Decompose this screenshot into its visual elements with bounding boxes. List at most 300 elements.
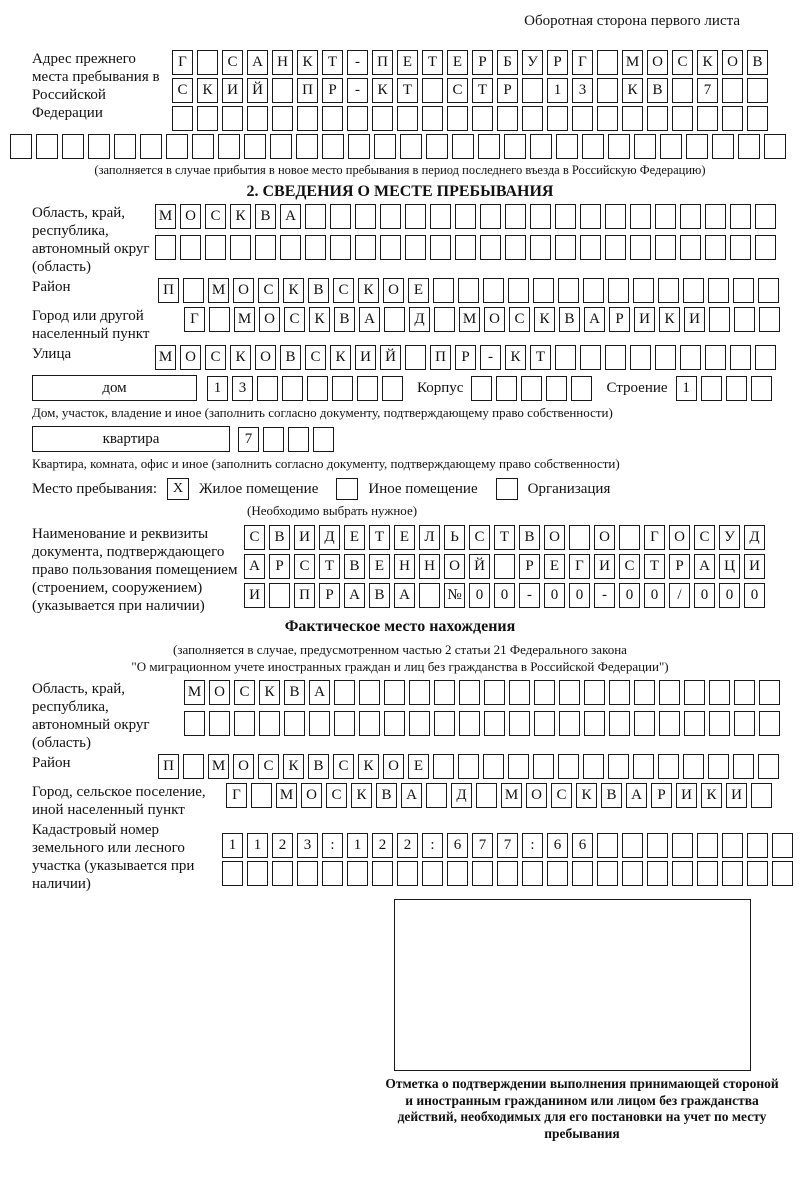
char-cell[interactable]	[307, 376, 328, 401]
char-cell[interactable]	[508, 754, 529, 779]
char-cell[interactable]: Т	[319, 554, 340, 579]
char-cell[interactable]: -	[594, 583, 615, 608]
char-cell[interactable]: Д	[744, 525, 765, 550]
char-cell[interactable]	[430, 235, 451, 260]
char-cell[interactable]: К	[283, 754, 304, 779]
char-cell[interactable]: М	[208, 278, 229, 303]
char-cell[interactable]	[433, 278, 454, 303]
char-cell[interactable]	[758, 278, 779, 303]
char-cell[interactable]: У	[719, 525, 740, 550]
char-cell[interactable]: Р	[609, 307, 630, 332]
char-cell[interactable]: О	[233, 278, 254, 303]
char-cell[interactable]: К	[372, 78, 393, 103]
char-cell[interactable]	[330, 204, 351, 229]
char-cell[interactable]	[197, 50, 218, 75]
char-cell[interactable]	[255, 235, 276, 260]
char-cell[interactable]	[659, 680, 680, 705]
char-cell[interactable]: 0	[619, 583, 640, 608]
char-cell[interactable]: Т	[369, 525, 390, 550]
char-cell[interactable]	[584, 680, 605, 705]
char-cell[interactable]	[634, 680, 655, 705]
char-cell[interactable]	[634, 134, 656, 159]
char-cell[interactable]	[680, 235, 701, 260]
char-cell[interactable]: П	[430, 345, 451, 370]
char-cell[interactable]	[759, 680, 780, 705]
char-cell[interactable]: К	[358, 754, 379, 779]
char-cell[interactable]: О	[259, 307, 280, 332]
char-cell[interactable]	[609, 680, 630, 705]
char-cell[interactable]	[572, 861, 593, 886]
char-cell[interactable]: Р	[319, 583, 340, 608]
char-cell[interactable]	[733, 278, 754, 303]
char-cell[interactable]	[434, 307, 455, 332]
char-cell[interactable]	[484, 711, 505, 736]
char-cell[interactable]: 1	[547, 78, 568, 103]
char-cell[interactable]	[272, 106, 293, 131]
char-cell[interactable]	[660, 134, 682, 159]
char-cell[interactable]: Р	[547, 50, 568, 75]
char-cell[interactable]: В	[269, 525, 290, 550]
char-cell[interactable]	[496, 376, 517, 401]
char-cell[interactable]	[355, 235, 376, 260]
char-cell[interactable]: К	[309, 307, 330, 332]
char-cell[interactable]: И	[355, 345, 376, 370]
char-cell[interactable]: 0	[694, 583, 715, 608]
char-cell[interactable]: С	[258, 754, 279, 779]
checkbox-residential[interactable]: X	[167, 478, 189, 500]
char-cell[interactable]	[655, 235, 676, 260]
char-cell[interactable]: И	[744, 554, 765, 579]
char-cell[interactable]: К	[622, 78, 643, 103]
char-cell[interactable]: С	[469, 525, 490, 550]
char-cell[interactable]	[297, 106, 318, 131]
char-cell[interactable]	[608, 278, 629, 303]
char-cell[interactable]: И	[594, 554, 615, 579]
char-cell[interactable]	[382, 376, 403, 401]
char-cell[interactable]	[297, 861, 318, 886]
char-cell[interactable]: 6	[447, 833, 468, 858]
char-cell[interactable]	[605, 235, 626, 260]
char-cell[interactable]: С	[326, 783, 347, 808]
char-cell[interactable]: 1	[676, 376, 697, 401]
char-cell[interactable]	[633, 278, 654, 303]
char-cell[interactable]: О	[180, 345, 201, 370]
char-cell[interactable]: -	[480, 345, 501, 370]
char-cell[interactable]: 1	[207, 376, 228, 401]
char-cell[interactable]	[397, 106, 418, 131]
char-cell[interactable]: В	[519, 525, 540, 550]
char-cell[interactable]	[555, 204, 576, 229]
char-cell[interactable]: К	[297, 50, 318, 75]
char-cell[interactable]: И	[684, 307, 705, 332]
char-cell[interactable]	[422, 861, 443, 886]
char-cell[interactable]	[705, 345, 726, 370]
char-cell[interactable]: Е	[408, 278, 429, 303]
char-cell[interactable]	[476, 783, 497, 808]
char-cell[interactable]	[480, 235, 501, 260]
char-cell[interactable]	[230, 235, 251, 260]
char-cell[interactable]	[684, 680, 705, 705]
char-cell[interactable]	[455, 204, 476, 229]
char-cell[interactable]: К	[259, 680, 280, 705]
char-cell[interactable]: 2	[272, 833, 293, 858]
char-cell[interactable]: А	[247, 50, 268, 75]
char-cell[interactable]	[247, 106, 268, 131]
char-cell[interactable]: 6	[572, 833, 593, 858]
char-cell[interactable]	[747, 106, 768, 131]
char-cell[interactable]	[580, 204, 601, 229]
char-cell[interactable]	[521, 376, 542, 401]
char-cell[interactable]: М	[155, 204, 176, 229]
char-cell[interactable]: Ц	[719, 554, 740, 579]
char-cell[interactable]	[166, 134, 188, 159]
char-cell[interactable]	[556, 134, 578, 159]
char-cell[interactable]: О	[233, 754, 254, 779]
char-cell[interactable]	[708, 754, 729, 779]
char-cell[interactable]: О	[444, 554, 465, 579]
char-cell[interactable]	[647, 833, 668, 858]
char-cell[interactable]: К	[505, 345, 526, 370]
char-cell[interactable]: Д	[319, 525, 340, 550]
char-cell[interactable]	[505, 204, 526, 229]
char-cell[interactable]	[509, 711, 530, 736]
char-cell[interactable]	[755, 345, 776, 370]
char-cell[interactable]: С	[672, 50, 693, 75]
char-cell[interactable]	[597, 106, 618, 131]
char-cell[interactable]: И	[726, 783, 747, 808]
char-cell[interactable]	[733, 754, 754, 779]
char-cell[interactable]	[359, 711, 380, 736]
char-cell[interactable]	[634, 711, 655, 736]
char-cell[interactable]: Е	[544, 554, 565, 579]
char-cell[interactable]: 3	[232, 376, 253, 401]
char-cell[interactable]	[659, 711, 680, 736]
char-cell[interactable]	[197, 106, 218, 131]
char-cell[interactable]	[530, 235, 551, 260]
char-cell[interactable]: М	[501, 783, 522, 808]
char-cell[interactable]	[452, 134, 474, 159]
char-cell[interactable]	[247, 861, 268, 886]
char-cell[interactable]: А	[280, 204, 301, 229]
char-cell[interactable]	[422, 106, 443, 131]
char-cell[interactable]: П	[297, 78, 318, 103]
char-cell[interactable]	[205, 235, 226, 260]
char-cell[interactable]	[478, 134, 500, 159]
char-cell[interactable]: П	[158, 278, 179, 303]
char-cell[interactable]	[234, 711, 255, 736]
char-cell[interactable]: К	[534, 307, 555, 332]
char-cell[interactable]: Т	[472, 78, 493, 103]
char-cell[interactable]	[296, 134, 318, 159]
char-cell[interactable]	[559, 680, 580, 705]
char-cell[interactable]: С	[284, 307, 305, 332]
char-cell[interactable]	[751, 376, 772, 401]
char-cell[interactable]	[701, 376, 722, 401]
char-cell[interactable]: М	[622, 50, 643, 75]
char-cell[interactable]	[672, 78, 693, 103]
char-cell[interactable]	[734, 680, 755, 705]
char-cell[interactable]	[284, 711, 305, 736]
char-cell[interactable]: П	[294, 583, 315, 608]
char-cell[interactable]	[508, 278, 529, 303]
char-cell[interactable]: Р	[669, 554, 690, 579]
char-cell[interactable]	[630, 345, 651, 370]
char-cell[interactable]: Л	[419, 525, 440, 550]
char-cell[interactable]: О	[255, 345, 276, 370]
char-cell[interactable]	[322, 861, 343, 886]
char-cell[interactable]: Д	[451, 783, 472, 808]
char-cell[interactable]: К	[230, 345, 251, 370]
char-cell[interactable]: М	[184, 680, 205, 705]
char-cell[interactable]: 7	[497, 833, 518, 858]
char-cell[interactable]	[88, 134, 110, 159]
char-cell[interactable]	[583, 754, 604, 779]
char-cell[interactable]	[334, 711, 355, 736]
char-cell[interactable]	[263, 427, 284, 452]
char-cell[interactable]: :	[522, 833, 543, 858]
char-cell[interactable]	[184, 711, 205, 736]
char-cell[interactable]: К	[576, 783, 597, 808]
char-cell[interactable]	[730, 204, 751, 229]
char-cell[interactable]: Е	[344, 525, 365, 550]
char-cell[interactable]: Р	[269, 554, 290, 579]
char-cell[interactable]: К	[697, 50, 718, 75]
char-cell[interactable]	[218, 134, 240, 159]
char-cell[interactable]	[426, 134, 448, 159]
char-cell[interactable]: Г	[184, 307, 205, 332]
char-cell[interactable]: Н	[272, 50, 293, 75]
char-cell[interactable]: Е	[394, 525, 415, 550]
char-cell[interactable]	[530, 204, 551, 229]
char-cell[interactable]	[755, 204, 776, 229]
char-cell[interactable]	[559, 711, 580, 736]
char-cell[interactable]	[647, 861, 668, 886]
char-cell[interactable]	[747, 78, 768, 103]
char-cell[interactable]: А	[584, 307, 605, 332]
char-cell[interactable]	[282, 376, 303, 401]
char-cell[interactable]	[483, 754, 504, 779]
char-cell[interactable]: К	[197, 78, 218, 103]
char-cell[interactable]: И	[634, 307, 655, 332]
char-cell[interactable]: М	[234, 307, 255, 332]
char-cell[interactable]: А	[694, 554, 715, 579]
char-cell[interactable]: Р	[519, 554, 540, 579]
char-cell[interactable]	[347, 106, 368, 131]
char-cell[interactable]	[322, 106, 343, 131]
char-cell[interactable]	[755, 235, 776, 260]
char-cell[interactable]	[62, 134, 84, 159]
char-cell[interactable]	[447, 106, 468, 131]
char-cell[interactable]	[533, 278, 554, 303]
char-cell[interactable]: К	[351, 783, 372, 808]
char-cell[interactable]: О	[647, 50, 668, 75]
char-cell[interactable]: 1	[347, 833, 368, 858]
char-cell[interactable]	[430, 204, 451, 229]
char-cell[interactable]: Т	[644, 554, 665, 579]
char-cell[interactable]: В	[369, 583, 390, 608]
char-cell[interactable]: 7	[472, 833, 493, 858]
char-cell[interactable]: В	[747, 50, 768, 75]
char-cell[interactable]	[172, 106, 193, 131]
char-cell[interactable]	[305, 204, 326, 229]
char-cell[interactable]	[522, 78, 543, 103]
char-cell[interactable]: В	[284, 680, 305, 705]
char-cell[interactable]	[655, 204, 676, 229]
char-cell[interactable]	[722, 861, 743, 886]
char-cell[interactable]: Т	[322, 50, 343, 75]
char-cell[interactable]: №	[444, 583, 465, 608]
char-cell[interactable]: 0	[644, 583, 665, 608]
char-cell[interactable]	[583, 278, 604, 303]
char-cell[interactable]: Й	[247, 78, 268, 103]
char-cell[interactable]	[722, 78, 743, 103]
char-cell[interactable]	[257, 376, 278, 401]
char-cell[interactable]	[209, 711, 230, 736]
char-cell[interactable]	[251, 783, 272, 808]
char-cell[interactable]	[709, 680, 730, 705]
char-cell[interactable]: О	[484, 307, 505, 332]
char-cell[interactable]	[497, 106, 518, 131]
char-cell[interactable]: В	[376, 783, 397, 808]
char-cell[interactable]: П	[158, 754, 179, 779]
char-cell[interactable]	[697, 861, 718, 886]
char-cell[interactable]: Т	[422, 50, 443, 75]
char-cell[interactable]	[697, 106, 718, 131]
char-cell[interactable]	[569, 525, 590, 550]
char-cell[interactable]	[597, 78, 618, 103]
char-cell[interactable]: А	[626, 783, 647, 808]
char-cell[interactable]	[680, 204, 701, 229]
char-cell[interactable]	[405, 345, 426, 370]
char-cell[interactable]	[459, 711, 480, 736]
char-cell[interactable]	[672, 106, 693, 131]
char-cell[interactable]	[558, 278, 579, 303]
char-cell[interactable]: К	[358, 278, 379, 303]
char-cell[interactable]: О	[301, 783, 322, 808]
char-cell[interactable]: Г	[226, 783, 247, 808]
char-cell[interactable]	[630, 235, 651, 260]
char-cell[interactable]	[192, 134, 214, 159]
char-cell[interactable]: 0	[544, 583, 565, 608]
char-cell[interactable]	[272, 78, 293, 103]
char-cell[interactable]	[608, 134, 630, 159]
char-cell[interactable]: С	[258, 278, 279, 303]
char-cell[interactable]	[374, 134, 396, 159]
char-cell[interactable]: С	[694, 525, 715, 550]
char-cell[interactable]	[534, 711, 555, 736]
char-cell[interactable]	[686, 134, 708, 159]
char-cell[interactable]: М	[155, 345, 176, 370]
char-cell[interactable]	[434, 680, 455, 705]
char-cell[interactable]: О	[594, 525, 615, 550]
char-cell[interactable]	[183, 278, 204, 303]
char-cell[interactable]: С	[294, 554, 315, 579]
char-cell[interactable]: В	[344, 554, 365, 579]
char-cell[interactable]	[459, 680, 480, 705]
char-cell[interactable]	[547, 861, 568, 886]
char-cell[interactable]	[555, 345, 576, 370]
char-cell[interactable]: Р	[651, 783, 672, 808]
char-cell[interactable]	[384, 680, 405, 705]
char-cell[interactable]	[434, 711, 455, 736]
char-cell[interactable]: 7	[697, 78, 718, 103]
char-cell[interactable]	[36, 134, 58, 159]
char-cell[interactable]	[380, 235, 401, 260]
char-cell[interactable]	[332, 376, 353, 401]
char-cell[interactable]	[747, 833, 768, 858]
char-cell[interactable]	[705, 204, 726, 229]
char-cell[interactable]	[180, 235, 201, 260]
char-cell[interactable]	[322, 134, 344, 159]
char-cell[interactable]	[259, 711, 280, 736]
char-cell[interactable]: Н	[394, 554, 415, 579]
char-cell[interactable]: С	[551, 783, 572, 808]
char-cell[interactable]: Г	[644, 525, 665, 550]
char-cell[interactable]	[658, 754, 679, 779]
char-cell[interactable]	[622, 861, 643, 886]
char-cell[interactable]	[522, 861, 543, 886]
char-cell[interactable]: С	[205, 345, 226, 370]
char-cell[interactable]	[359, 680, 380, 705]
char-cell[interactable]: Г	[569, 554, 590, 579]
char-cell[interactable]: С	[333, 754, 354, 779]
char-cell[interactable]	[633, 754, 654, 779]
char-cell[interactable]	[622, 106, 643, 131]
char-cell[interactable]	[472, 106, 493, 131]
char-cell[interactable]	[155, 235, 176, 260]
char-cell[interactable]	[355, 204, 376, 229]
char-cell[interactable]	[348, 134, 370, 159]
char-cell[interactable]: А	[359, 307, 380, 332]
char-cell[interactable]: М	[208, 754, 229, 779]
char-cell[interactable]: О	[383, 278, 404, 303]
char-cell[interactable]	[608, 754, 629, 779]
char-cell[interactable]: -	[519, 583, 540, 608]
char-cell[interactable]: Т	[397, 78, 418, 103]
char-cell[interactable]: Н	[419, 554, 440, 579]
char-cell[interactable]: О	[722, 50, 743, 75]
char-cell[interactable]: К	[659, 307, 680, 332]
char-cell[interactable]: О	[669, 525, 690, 550]
char-cell[interactable]: П	[372, 50, 393, 75]
char-cell[interactable]	[309, 711, 330, 736]
char-cell[interactable]	[530, 134, 552, 159]
char-cell[interactable]	[730, 235, 751, 260]
char-cell[interactable]: С	[333, 278, 354, 303]
char-cell[interactable]: 3	[572, 78, 593, 103]
char-cell[interactable]	[751, 783, 772, 808]
char-cell[interactable]	[458, 754, 479, 779]
char-cell[interactable]	[384, 711, 405, 736]
char-cell[interactable]	[471, 376, 492, 401]
char-cell[interactable]: А	[401, 783, 422, 808]
char-cell[interactable]: О	[383, 754, 404, 779]
char-cell[interactable]: Е	[397, 50, 418, 75]
checkbox-organization[interactable]	[496, 478, 518, 500]
char-cell[interactable]: С	[234, 680, 255, 705]
char-cell[interactable]: А	[309, 680, 330, 705]
char-cell[interactable]	[10, 134, 32, 159]
char-cell[interactable]: К	[230, 204, 251, 229]
char-cell[interactable]	[183, 754, 204, 779]
char-cell[interactable]	[597, 50, 618, 75]
char-cell[interactable]	[647, 106, 668, 131]
char-cell[interactable]	[288, 427, 309, 452]
char-cell[interactable]: Ь	[444, 525, 465, 550]
char-cell[interactable]: :	[422, 833, 443, 858]
char-cell[interactable]	[609, 711, 630, 736]
char-cell[interactable]	[397, 861, 418, 886]
